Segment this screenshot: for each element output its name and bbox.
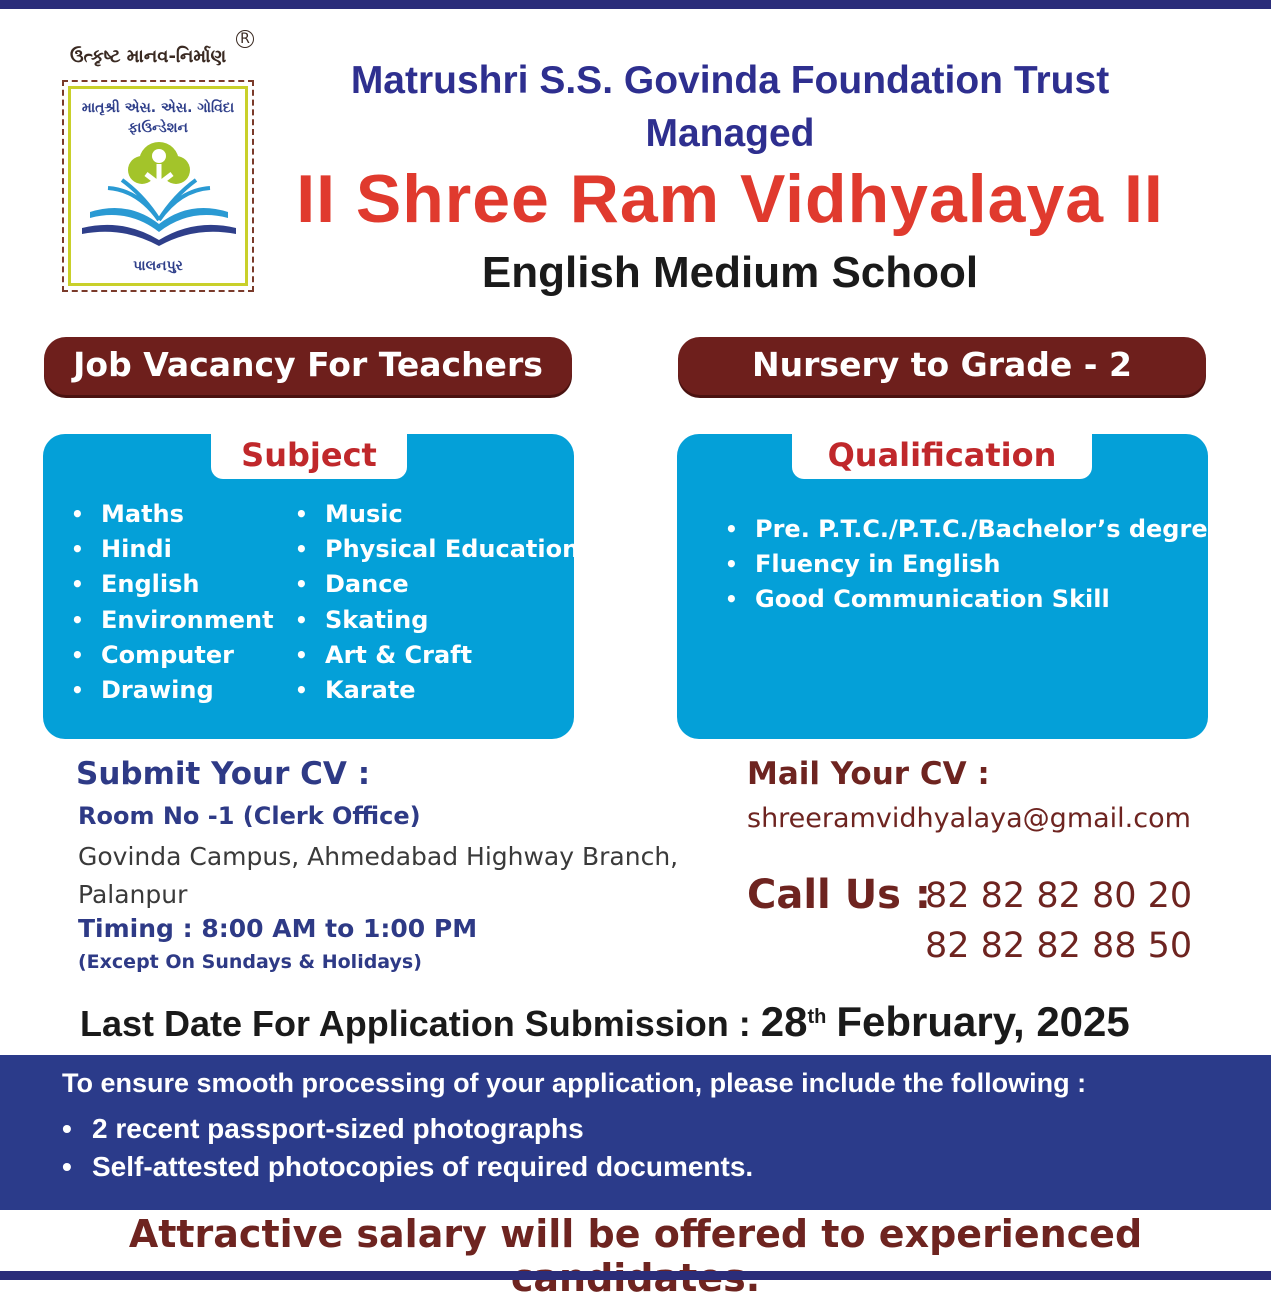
submit-cv-heading: Submit Your CV :: [76, 756, 371, 792]
call-us-heading: Call Us :: [747, 872, 931, 918]
address: Govinda Campus, Ahmedabad Highway Branch, Palanpur: [78, 842, 679, 909]
subject-item: • Computer: [71, 638, 274, 673]
logo-city: પાલનપુર: [133, 258, 183, 274]
subject-item: • Hindi: [71, 532, 274, 567]
subject-item: • Music: [295, 497, 579, 532]
notice-intro: To ensure smooth processing of your application, please include the following :: [62, 1068, 1087, 1098]
qualification-item: • Good Communication Skill: [725, 582, 1224, 617]
bottom-border: [0, 1271, 1271, 1280]
phone-number[interactable]: 82 82 82 80 20: [925, 876, 1193, 916]
subject-item: • Maths: [71, 497, 274, 532]
tree-book-logo-icon: [78, 140, 240, 250]
notice-item: • Self-attested photocopies of required documents.: [62, 1148, 753, 1186]
last-date-day: 28: [760, 998, 808, 1045]
salary-statement: Attractive salary will be offered to experienced: [128, 1212, 1143, 1256]
subject-item: • Art & Craft: [295, 638, 579, 673]
last-date-suffix: th: [807, 1006, 827, 1028]
qualification-title: Qualification: [792, 434, 1092, 479]
subject-item: • Physical Education: [295, 532, 579, 567]
notice-item: • 2 recent passport-sized photographs: [62, 1110, 753, 1148]
subject-item: • English: [71, 567, 274, 602]
mail-cv-heading: Mail Your CV :: [747, 756, 990, 792]
grade-range-banner: Nursery to Grade - 2: [678, 337, 1206, 395]
top-border: [0, 0, 1271, 9]
timing-exception: (Except On Sundays & Holidays): [78, 951, 422, 973]
subject-item: • Skating: [295, 603, 579, 638]
room-number: Room No -1 (Clerk Office): [78, 802, 421, 830]
subject-title: Subject: [211, 434, 407, 479]
school-medium: English Medium School: [481, 248, 979, 297]
last-date-label: Last Date For Application Submission :: [80, 1003, 751, 1044]
subject-item: • Karate: [295, 673, 579, 708]
subject-item: • Dance: [295, 567, 579, 602]
qualification-item: • Pre. P.T.C./P.T.C./Bachelor’s degree: [725, 512, 1224, 547]
qualification-list: [725, 512, 1224, 618]
trust-name: Matrushri S.S. Govinda Foundation Trust Managed: [350, 59, 1110, 155]
subject-list-col1: [71, 497, 274, 708]
logo-foundation-name: માતૃશ્રી એસ. એસ. ગોવિંદા ફાઉન્ડેશન: [81, 100, 235, 136]
phone-number[interactable]: 82 82 82 88 50: [925, 926, 1193, 966]
subject-item: • Environment: [71, 603, 274, 638]
registered-mark: R: [236, 30, 254, 48]
subject-list-col2: [295, 497, 579, 708]
last-date-line: [80, 998, 1200, 1046]
last-date-rest: February, 2025: [836, 998, 1130, 1045]
office-timing: Timing : 8:00 AM to 1:00 PM: [78, 914, 478, 943]
job-vacancy-banner: Job Vacancy For Teachers: [44, 337, 572, 395]
qualification-item: • Fluency in English: [725, 547, 1224, 582]
email-address[interactable]: shreeramvidhyalaya@gmail.com: [747, 803, 1191, 834]
logo-tagline: ઉત્કૃષ્ટ માનવ-નિર્માણ: [70, 46, 227, 67]
notice-list: [62, 1110, 753, 1186]
subject-item: • Drawing: [71, 673, 274, 708]
school-name: II Shree Ram Vidhyalaya II: [296, 161, 1164, 237]
